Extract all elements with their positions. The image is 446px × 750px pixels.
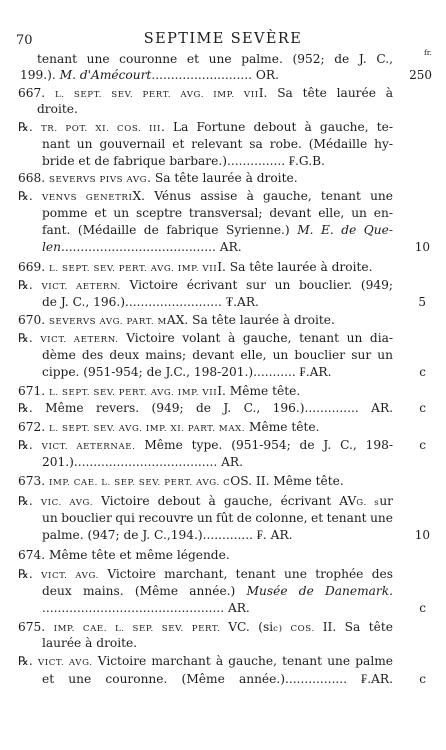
- text-line: 667. L. SEPT. SEV. PERT. AVG. IMP. VIII. Sa tête laurée à: [18, 86, 393, 100]
- text-line: 674. Même tête et même légende.: [18, 548, 230, 562]
- price-value: c: [419, 438, 426, 452]
- price-value: 250: [409, 68, 432, 82]
- price-value: c: [419, 601, 426, 615]
- price-value: c: [419, 672, 426, 686]
- price-value: c: [419, 365, 426, 379]
- text-line: ℞. VICT. AETERN. Victoire volant à gauche, tenant un dia-: [18, 331, 393, 345]
- text-line: ℞. VENVS GENETRIX. Vénus assise à gauche, tenant une: [18, 189, 393, 203]
- text-line: laurée à droite.: [42, 636, 138, 650]
- price-value: c: [419, 401, 426, 415]
- text-line: ℞. VICT. AVG. Victoire marchant à gauche, tenant une palme: [18, 654, 393, 668]
- text-line: 668. SEVERVS PIVS AVG. Sa tête laurée à droite.: [18, 171, 298, 185]
- price-value: 10: [414, 240, 430, 254]
- running-title: SEPTIME SEVÈRE: [143, 31, 303, 47]
- text-line: 675. IMP. CAE. L. SEP. SEV. PERT. VC. (sic) COS. II. Sa tête: [18, 620, 393, 634]
- text-line: tenant une couronne et une palme. (952; de J. C.,: [37, 52, 393, 66]
- text-line: ℞. Même revers. (949; de J. C., 196.).............. AR.: [18, 401, 393, 415]
- text-line: pomme et un sceptre transversal; devant elle, un en-: [42, 206, 393, 220]
- price-value: 5: [418, 295, 426, 309]
- text-line: 670. SEVERVS AVG. PART. MAX. Sa tête laurée à droite.: [18, 313, 335, 327]
- text-line: de J. C., 196.)......................... ₮.AR.: [42, 295, 259, 309]
- text-line: ℞. VICT. AVG. Victoire marchant, tenant une trophée des: [18, 567, 393, 581]
- text-line: len........................................ AR.: [42, 240, 242, 254]
- text-line: fant. (Médaille de fabrique Syrienne.) M. E. de Que-: [42, 223, 393, 237]
- text-line: 671. L. SEPT. SEV. PERT. AVG. IMP. VIII. Même tête.: [18, 384, 301, 398]
- text-line: bride et de fabrique barbare.)............... ₣.G.B.: [42, 154, 325, 168]
- text-line: nant un gouvernail et relevant sa robe. (Médaille hy-: [42, 137, 393, 151]
- text-line: ℞. VICT. AETERNAE. Même type. (951-954; de J. C., 198-: [18, 438, 393, 452]
- text-line: cippe. (951-954; de J.C., 198-201.)........... ₣.AR.: [42, 365, 332, 379]
- text-line: 669. L. SEPT. SEV. PERT. AVG. IMP. VIII. Sa tête laurée à droite.: [18, 260, 373, 274]
- text-line: palme. (947; de J. C.,194.)............. ₣. AR.: [42, 528, 293, 542]
- price-value: 10: [414, 528, 430, 542]
- text-line: un bouclier qui recouvre un fût de colonne, et tenant une: [42, 511, 393, 525]
- text-line: 673. IMP. CAE. L. SEP. SEV. PERT. AVG. COS. II. Même tête.: [18, 474, 344, 488]
- text-line: ℞. VICT. AETERN. Victoire écrivant sur un bouclier. (949;: [18, 278, 393, 292]
- text-line: 201.)..................................... AR.: [42, 455, 243, 469]
- text-line: dème des deux mains; devant elle, un bouclier sur un: [42, 348, 393, 362]
- text-line: 672. L. SEPT. SEV. AVG. IMP. XI. PART. MAX. Même tête.: [18, 420, 320, 434]
- text-line: 199.). M. d'Amécourt.......................... OR.: [20, 68, 279, 82]
- text-line: ℞. VIC. AVG. Victoire debout à gauche, écrivant AVG. sur: [18, 494, 393, 508]
- text-line: et une couronne. (Même année.)................ ₣.AR.: [42, 672, 393, 686]
- price-column-label: fr.: [424, 48, 432, 57]
- page-number: 70: [16, 33, 33, 48]
- text-line: deux mains. (Même année.) Musée de Danemark.: [42, 584, 394, 598]
- text-line: ............................................... AR.: [42, 601, 250, 615]
- text-line: ℞. TR. POT. XI. COS. III. La Fortune debout à gauche, te-: [18, 120, 393, 134]
- text-line: droite.: [37, 102, 78, 116]
